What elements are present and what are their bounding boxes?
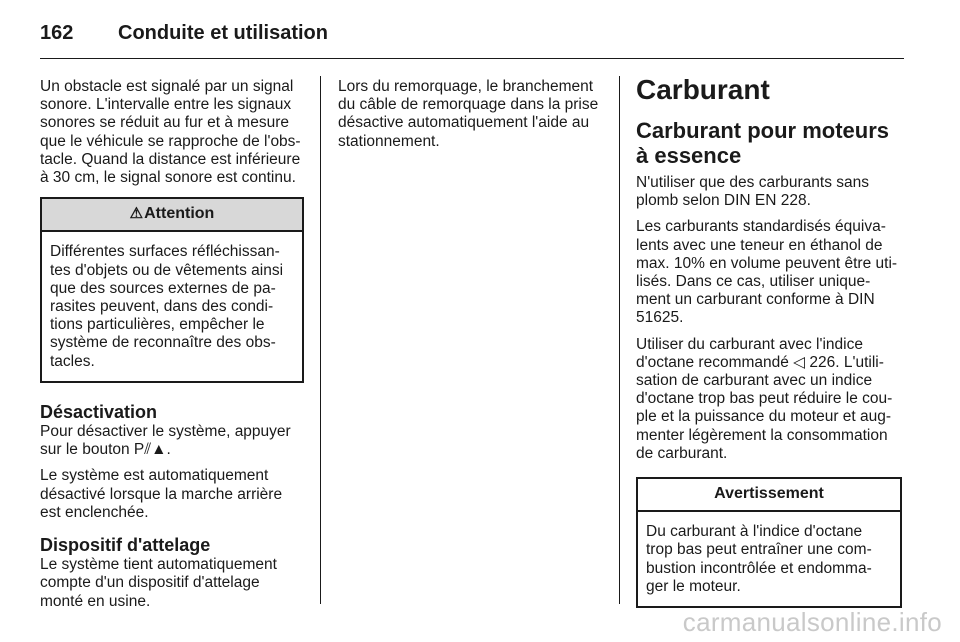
attention-box-header bbox=[42, 199, 302, 232]
column-divider-1 bbox=[320, 76, 321, 604]
deactivation-text-1: Pour désactiver le système, appuyer sur le bouton P⫽▲. bbox=[40, 423, 291, 459]
page-header bbox=[40, 18, 328, 48]
column-1 bbox=[40, 78, 304, 619]
warning-body: Du carburant à l'indice d'octane trop bas peut entraîner une com-bustion incontrôlée et endomma-ger le moteur. bbox=[646, 523, 872, 595]
warning-box bbox=[636, 477, 902, 608]
warning-triangle-icon: ⚠ bbox=[129, 205, 144, 223]
towing-text: Lors du remorquage, le branchement du câble de remorquage dans la prise désactive automatiquement l'aide au stationnement. bbox=[338, 78, 599, 150]
warning-box-header: Avertissement bbox=[638, 479, 900, 512]
fuel-text-2: Les carburants standardisés équiva-lents avec une teneur en éthanol de max. 10% en volume peuvent être uti-lisés. Dans ce cas, utiliser unique-ment un carburant conforme à DIN 51625. bbox=[636, 218, 898, 327]
obstacle-signal-text: Un obstacle est signalé par un signal sonore. L'intervalle entre les signaux sonores se réduit au fur et à mesure que le véhicule se rapproche de l'obs-tacle. Quand la distance est inférieure à 30 cm, le signal sonore est continu. bbox=[40, 78, 301, 187]
fuel-text-3: Utiliser du carburant avec l'indice d'octane recommandé ◁ 226. L'utili-sation de carburant avec un indice d'octane trop bas peut réduire le cou-ple et la puissance du moteur et aug-menter légèrement la consommation de carburant. bbox=[636, 335, 893, 462]
attention-body: Différentes surfaces réfléchissan-tes d'objets ou de vêtements ainsi que des sources externes de pa-rasites peuvent, dans des condi-tions particulières, empêcher le système de reconnaître des obs-tacles. bbox=[50, 243, 284, 370]
towbar-text: Le système tient automatiquement compte d'un dispositif d'attelage monté en usine. bbox=[40, 556, 277, 610]
column-3 bbox=[636, 74, 902, 624]
page-number: 162 bbox=[40, 21, 74, 44]
page-title: Conduite et utilisation bbox=[118, 21, 328, 44]
fuel-heading: Carburant bbox=[636, 74, 770, 105]
column-divider-2 bbox=[619, 76, 620, 604]
watermark: carmanualsonline.info bbox=[682, 607, 942, 637]
deactivation-heading: Désactivation bbox=[40, 401, 158, 422]
towbar-heading: Dispositif d'attelage bbox=[40, 535, 211, 556]
fuel-text-1: N'utiliser que des carburants sans plomb selon DIN EN 228. bbox=[636, 174, 869, 210]
deactivation-text-2: Le système est automatiquement désactivé lorsque la marche arrière est enclenchée. bbox=[40, 467, 283, 521]
column-2 bbox=[338, 78, 602, 159]
header-rule bbox=[40, 58, 904, 59]
attention-title: Attention bbox=[144, 205, 215, 223]
attention-box bbox=[40, 197, 304, 383]
petrol-fuel-heading: Carburant pour moteurs à essence bbox=[636, 118, 890, 168]
